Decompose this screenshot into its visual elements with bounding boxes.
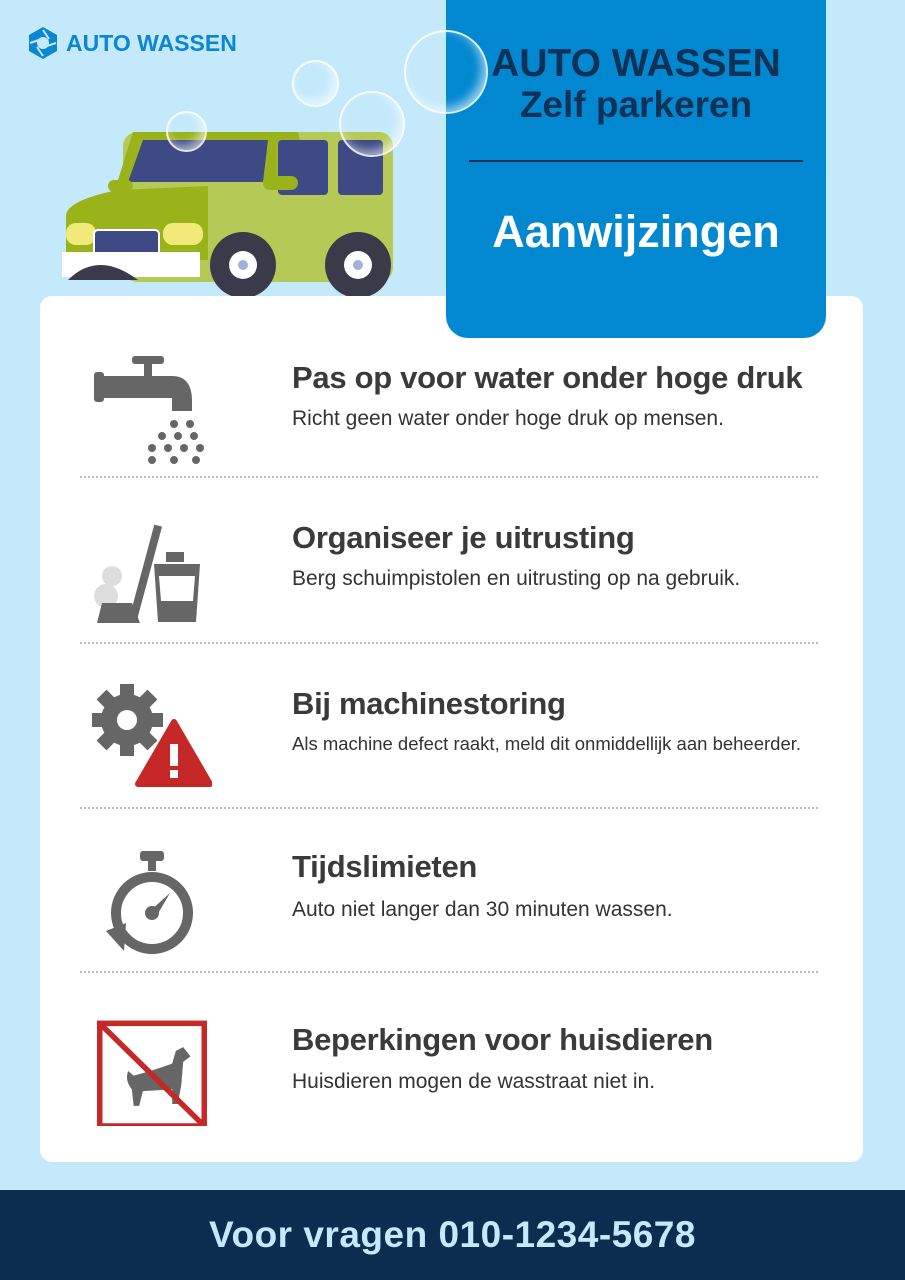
stopwatch-icon	[92, 851, 212, 961]
faucet-icon	[92, 356, 212, 466]
item-title: Bij machinestoring	[292, 686, 566, 721]
divider	[80, 642, 818, 644]
item-text: Huisdieren mogen de wasstraat niet in.	[292, 1070, 656, 1093]
logo-text: AUTO WASSEN	[66, 29, 237, 56]
item-text: Richt geen water onder hoge druk op mensen.	[292, 407, 724, 430]
panel-title: AUTO WASSEN	[491, 42, 781, 85]
bubble	[404, 30, 488, 114]
item-title: Beperkingen voor huisdieren	[292, 1022, 713, 1057]
item-title: Organiseer je uitrusting	[292, 520, 635, 555]
footer-contact: Voor vragen 010-1234-5678	[0, 1190, 905, 1280]
list-item	[40, 996, 863, 1161]
bubble	[292, 60, 339, 107]
panel-heading: Aanwijzingen	[492, 205, 780, 257]
no-pets-icon	[92, 1016, 212, 1126]
item-title: Pas op voor water onder hoge druk	[292, 360, 803, 395]
gear-warning-icon	[92, 682, 212, 792]
bubble	[166, 111, 207, 152]
list-item	[40, 662, 863, 827]
item-text: Berg schuimpistolen en uitrusting op na gebruik.	[292, 567, 741, 590]
instructions-card	[40, 296, 863, 1162]
item-title: Tijdslimieten	[292, 849, 478, 884]
list-item	[40, 496, 863, 661]
divider	[80, 971, 818, 973]
divider	[80, 807, 818, 809]
title-panel	[446, 0, 826, 338]
logo-icon	[26, 26, 60, 60]
item-text: Auto niet langer dan 30 minuten wassen.	[292, 898, 673, 921]
mop-bucket-icon	[92, 516, 212, 626]
panel-subtitle: Zelf parkeren	[519, 83, 753, 125]
divider	[469, 160, 803, 162]
item-text: Als machine defect raakt, meld dit onmiddellijk aan beheerder.	[292, 733, 802, 754]
logo	[26, 26, 237, 60]
bubble	[339, 91, 405, 157]
divider	[80, 476, 818, 478]
